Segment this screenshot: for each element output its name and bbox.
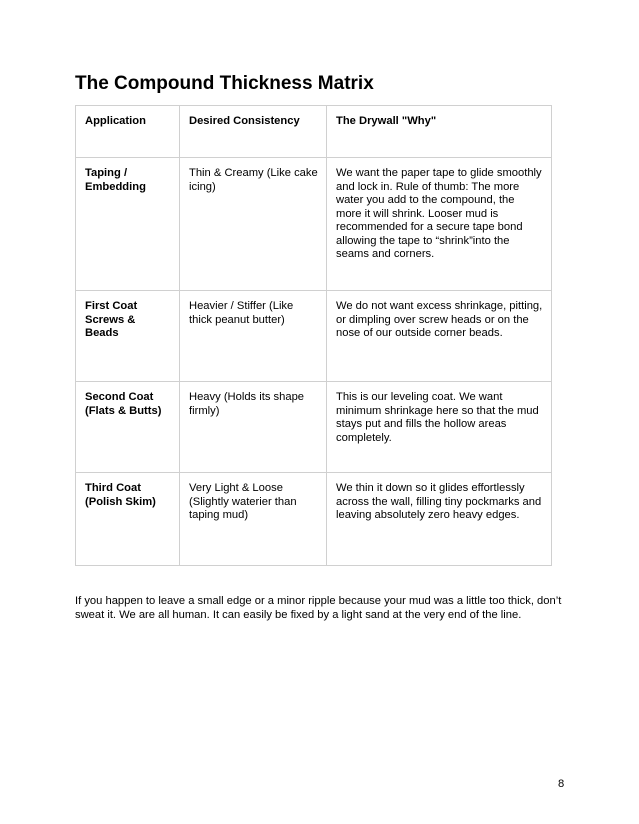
cell-application: First Coat Screws & Beads	[76, 291, 180, 382]
cell-consistency: Heavy (Holds its shape firmly)	[180, 382, 327, 473]
cell-consistency: Heavier / Stiffer (Like thick peanut butter)	[180, 291, 327, 382]
table-row	[76, 291, 552, 382]
cell-why: We want the paper tape to glide smoothly and lock in. Rule of thumb: The more water you add to the compound, the more it will shrink. Looser mud is recommended for a secure tape bond allowing the tape to “shrink”into the seams and corners.	[327, 158, 552, 291]
table-row	[76, 158, 552, 291]
cell-application: Taping / Embedding	[76, 158, 180, 291]
table-row	[76, 473, 552, 566]
cell-application: Second Coat (Flats & Butts)	[76, 382, 180, 473]
table-row	[76, 382, 552, 473]
table-header-row	[76, 106, 552, 158]
header-application: Application	[76, 106, 180, 158]
cell-why: We thin it down so it glides effortlessly across the wall, filling tiny pockmarks and leaving absolutely zero heavy edges.	[327, 473, 552, 566]
closing-note: If you happen to leave a small edge or a minor ripple because your mud was a little too thick, don’t sweat it. We are all human. It can easily be fixed by a light sand at the very end of the line.	[75, 595, 562, 621]
page-number: 8	[558, 778, 565, 790]
cell-why: This is our leveling coat. We want minimum shrinkage here so that the mud stays put and fills the hollow areas completely.	[327, 382, 552, 473]
cell-why: We do not want excess shrinkage, pitting, or dimpling over screw heads or on the nose of our outside corner beads.	[327, 291, 552, 382]
cell-consistency: Thin & Creamy (Like cake icing)	[180, 158, 327, 291]
header-desired-consistency: Desired Consistency	[180, 106, 327, 158]
compound-thickness-table	[75, 105, 552, 566]
page-title: The Compound Thickness Matrix	[75, 73, 374, 94]
cell-application: Third Coat (Polish Skim)	[76, 473, 180, 566]
header-drywall-why: The Drywall "Why"	[327, 106, 552, 158]
cell-consistency: Very Light & Loose (Slightly waterier than taping mud)	[180, 473, 327, 566]
